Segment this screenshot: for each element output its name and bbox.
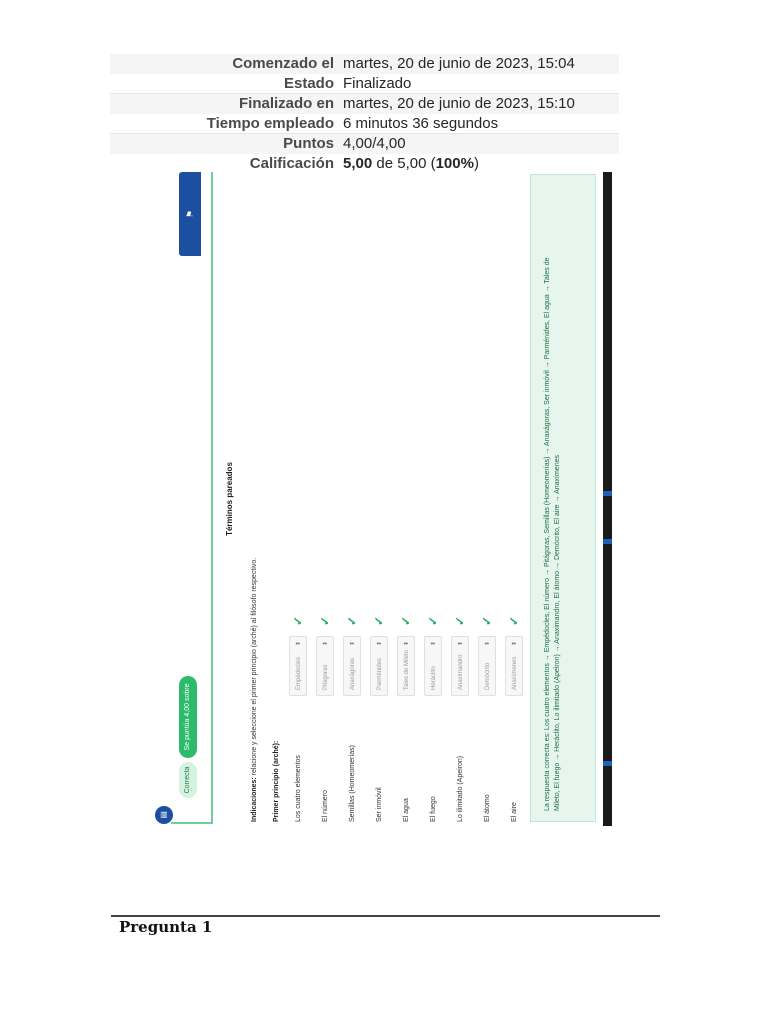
philosopher-select[interactable] — [397, 636, 415, 696]
question-nav-icon[interactable]: ▤ — [155, 806, 173, 824]
check-icon: ✓ — [480, 615, 494, 626]
principle-label: El átomo — [484, 794, 491, 822]
select-value: Tales de Mileto — [404, 649, 410, 690]
summary-value: martes, 20 de junio de 2023, 15:10 — [343, 95, 575, 112]
browser-edge — [603, 172, 612, 826]
question-screenshot — [155, 172, 612, 826]
grade-close: ) — [473, 154, 479, 172]
select-value: Anaxímenes — [512, 656, 518, 690]
question-title: Términos pareados — [225, 462, 234, 536]
grade-out-of: de 5,00 ( — [372, 154, 436, 172]
edge-marker — [603, 761, 612, 766]
principle-label: Semillas (Homeomerías) — [349, 744, 356, 822]
select-value: Parménides — [377, 657, 383, 690]
score-badge: Se puntúa 4,00 sobre 4,00 — [179, 676, 197, 758]
edge-marker — [603, 539, 612, 544]
principle-label: El aire — [511, 802, 518, 822]
check-icon: ✓ — [453, 615, 467, 626]
check-icon: ✓ — [507, 615, 521, 626]
summary-value: Finalizado — [343, 74, 412, 92]
answer-text-line: Mileto, El fuego → Heráclito, Lo ilimitado (Apeiron) → Anaximandro, El átomo → Demócrito, El aire → Anaxímenes — [554, 455, 561, 811]
chevron-down-icon: ⬍ — [350, 641, 356, 647]
principle-label: El fuego — [430, 796, 437, 822]
match-row — [370, 562, 390, 822]
select-value: Pitágoras — [323, 664, 329, 690]
summary-value: martes, 20 de junio de 2023, 15:04 — [343, 55, 575, 72]
summary-value — [343, 154, 619, 174]
question-heading: Pregunta 1 — [119, 918, 213, 936]
summary-row-finished — [110, 93, 619, 114]
philosopher-select[interactable] — [505, 636, 523, 696]
check-icon: ✓ — [345, 615, 359, 626]
principles-heading: Primer principio (arché): — [273, 740, 280, 822]
chevron-down-icon: ⬍ — [404, 641, 410, 647]
state-badge: Correcta — [179, 762, 197, 798]
philosopher-select[interactable] — [451, 636, 469, 696]
flag-question-button[interactable] — [179, 172, 201, 256]
summary-row-points — [110, 133, 619, 154]
chevron-down-icon: ⬍ — [431, 641, 437, 647]
summary-label: Calificación — [249, 154, 334, 172]
check-icon: ✓ — [318, 615, 332, 626]
summary-label: Estado — [283, 74, 334, 92]
grade-percent: 100% — [435, 154, 474, 172]
match-row — [397, 562, 417, 822]
match-row — [289, 562, 309, 822]
philosopher-select[interactable] — [343, 636, 361, 696]
principle-label: El número — [322, 790, 329, 822]
question-card — [155, 172, 612, 826]
instructions-label: Indicaciones: — [251, 777, 258, 822]
match-row — [451, 562, 471, 822]
summary-row-state — [110, 74, 619, 94]
summary-label: Tiempo empleado — [206, 114, 334, 132]
edge-marker — [603, 491, 612, 496]
correct-answer-feedback — [530, 174, 596, 822]
chevron-down-icon: ⬍ — [458, 641, 464, 647]
match-row — [478, 562, 498, 822]
grade-value: 5,00 — [343, 154, 373, 172]
summary-value: 4,00/4,00 — [343, 135, 406, 152]
principle-label: Lo ilimitado (Apeiron) — [457, 755, 464, 822]
summary-row-grade — [110, 154, 619, 174]
match-row — [316, 562, 336, 822]
check-icon: ✓ — [291, 615, 305, 626]
principle-label: Ser inmóvil — [376, 787, 383, 822]
summary-row-started — [110, 54, 619, 74]
chevron-down-icon: ⬍ — [377, 641, 383, 647]
select-value: Anaximandro — [458, 654, 464, 690]
answer-text-line: La respuesta correcta es: Los cuatro elementos → Empédocles, El número → Pitágoras, Semillas (Homeomerías) → Anaxágoras, Ser inmóvil → Parménides, El agua → Tales de — [544, 257, 551, 811]
select-value: Heráclito — [431, 666, 437, 690]
select-value: Demócrito — [485, 662, 491, 690]
flag-icon: ⚑ — [185, 209, 195, 219]
principle-label: El agua — [403, 798, 410, 822]
chevron-down-icon: ⬍ — [296, 641, 302, 647]
summary-value: 6 minutos 36 segundos — [343, 114, 499, 132]
summary-row-time — [110, 114, 619, 134]
summary-label: Comenzado el — [232, 55, 334, 72]
chevron-down-icon: ⬍ — [323, 641, 329, 647]
check-icon: ✓ — [426, 615, 440, 626]
philosopher-select[interactable] — [478, 636, 496, 696]
chevron-down-icon: ⬍ — [512, 641, 518, 647]
check-icon: ✓ — [372, 615, 386, 626]
summary-label: Finalizado en — [238, 95, 334, 112]
check-icon: ✓ — [399, 615, 413, 626]
summary-label: Puntos — [283, 135, 334, 152]
philosopher-select[interactable] — [424, 636, 442, 696]
select-value: Anaxágoras — [350, 657, 356, 690]
match-row — [505, 562, 525, 822]
instructions-text: relacione y seleccione el primer principio (arché) al filósofo respectivo. — [251, 557, 258, 778]
chevron-down-icon: ⬍ — [485, 641, 491, 647]
select-value: Empédocles — [296, 656, 302, 690]
match-row — [343, 562, 363, 822]
philosopher-select[interactable] — [316, 636, 334, 696]
section-divider — [111, 915, 660, 917]
philosopher-select[interactable] — [289, 636, 307, 696]
philosopher-select[interactable] — [370, 636, 388, 696]
question-instructions — [251, 558, 258, 822]
match-row — [424, 562, 444, 822]
principle-label: Los cuatro elementos — [295, 755, 302, 822]
attempt-summary-table — [110, 54, 619, 173]
